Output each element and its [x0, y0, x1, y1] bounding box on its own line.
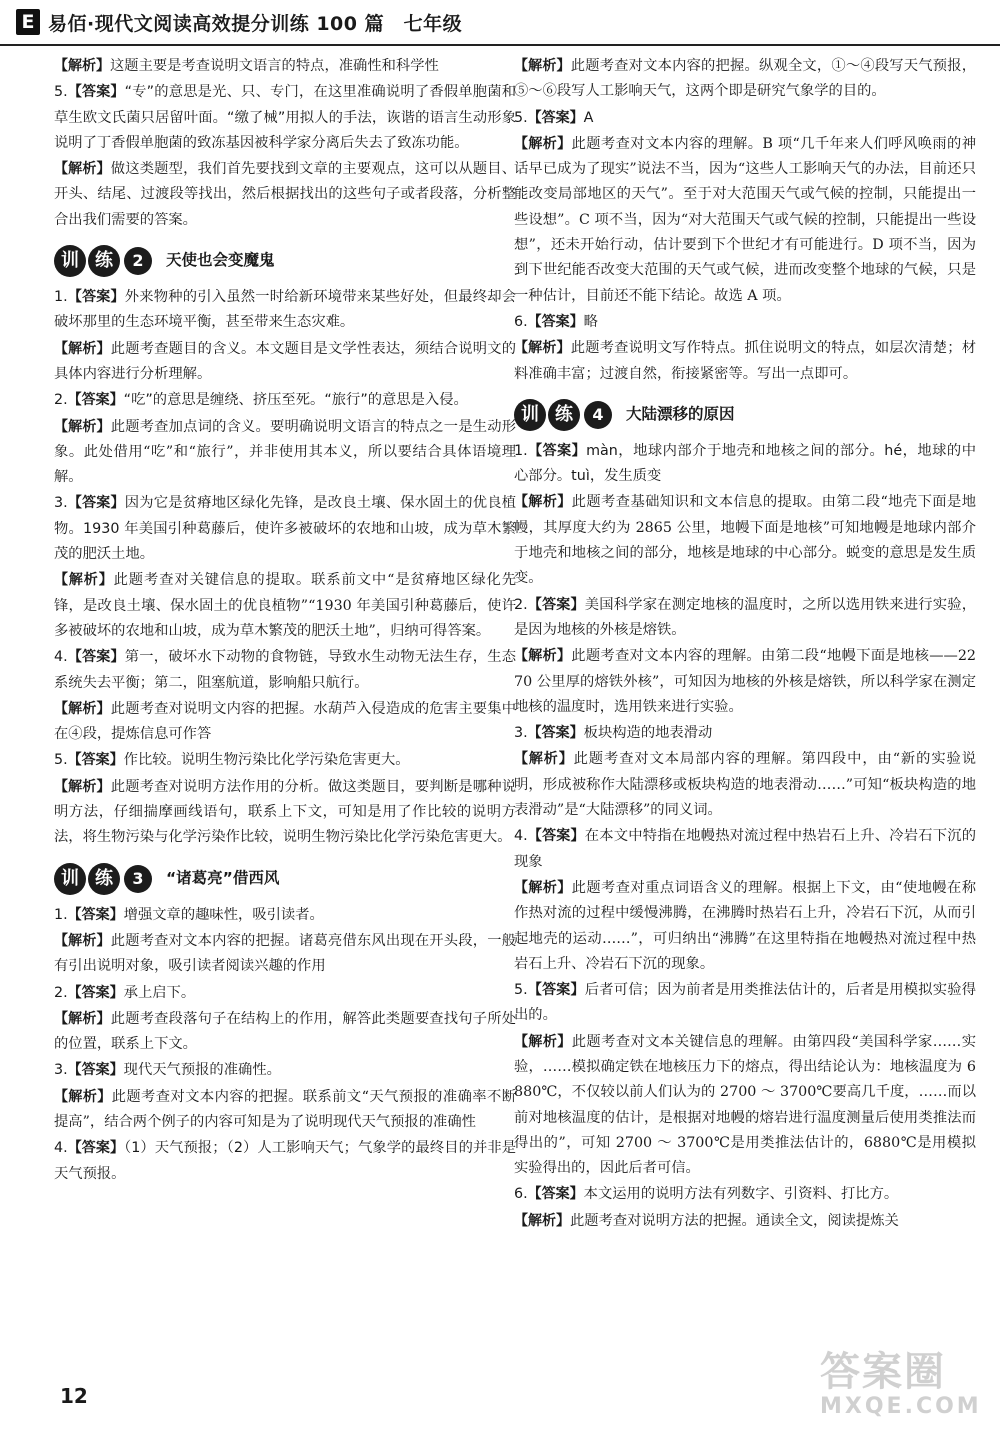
- answer-text: 后者可信；因为前者是用类推法估计的，后者是用模拟实验得出的。: [514, 982, 977, 1024]
- answer-text: A: [583, 109, 594, 126]
- analysis-paragraph: [54, 415, 516, 491]
- analysis-label: 【解析】: [514, 135, 572, 152]
- answer-paragraph: [514, 106, 976, 131]
- question-number: 2.: [54, 392, 68, 409]
- analysis-label: 【解析】: [514, 1033, 572, 1050]
- answer-paragraph: [54, 981, 516, 1006]
- answer-paragraph: [54, 80, 516, 156]
- answer-label: 【答案】: [67, 984, 124, 1001]
- answer-label: 【答案】: [67, 84, 125, 101]
- page-header: [0, 0, 1000, 46]
- answer-label: 【答案】: [527, 828, 585, 845]
- answer-paragraph: [54, 645, 516, 696]
- answer-label: 【答案】: [67, 906, 124, 923]
- analysis-paragraph: [54, 1085, 516, 1136]
- answer-label: 【答案】: [67, 1062, 124, 1079]
- book-title: 易佰·现代文阅读高效提分训练 100 篇 七年级: [48, 12, 463, 35]
- analysis-paragraph: [54, 1007, 516, 1058]
- answer-text: 第一，破坏水下动物的食物链，导致水生动物无法生存，生态系统失去平衡；第二，阻塞航道，影响船只航行。: [54, 649, 517, 691]
- question-number: 4.: [514, 828, 528, 845]
- answer-text: 承上启下。: [123, 984, 196, 1001]
- analysis-label: 【解析】: [514, 879, 572, 896]
- answer-paragraph: [514, 593, 976, 644]
- analysis-text: 此题考查对关键信息的提取。联系前文中“是贫瘠地区绿化先锋，是改良土壤、保水固土的优良植物”“1930 年美国引种葛藤后，使许多被破坏的农地和山坡，成为草木繁茂的肥沃土地”，归纳可得答案。: [54, 572, 517, 639]
- question-number: 1.: [54, 906, 68, 923]
- answer-label: 【答案】: [527, 442, 587, 459]
- analysis-paragraph: [54, 929, 516, 980]
- analysis-paragraph: [54, 54, 516, 79]
- answer-paragraph: [514, 310, 976, 335]
- analysis-label: 【解析】: [54, 932, 111, 949]
- answer-text: 增强文章的趣味性，吸引读者。: [123, 906, 324, 923]
- answer-label: 【答案】: [67, 752, 124, 769]
- analysis-label: 【解析】: [54, 161, 111, 178]
- analysis-label: 【解析】: [514, 751, 574, 768]
- analysis-text: 此题考查对文本内容的理解。由第二段“地幔下面是地核——2270 公里厚的熔铁外核”，可知因为地核的外核是熔铁，所以科学家在测定地核的温度时，选用铁来进行实验。: [514, 648, 977, 715]
- analysis-text: 此题考查对说明方法的把握。通读全文，阅读提炼关: [570, 1212, 899, 1229]
- answer-text: 略: [583, 313, 598, 330]
- answer-paragraph: [514, 978, 976, 1029]
- answer-paragraph: [54, 1136, 516, 1187]
- answer-label: 【答案】: [67, 289, 125, 306]
- question-number: 6.: [514, 313, 528, 330]
- analysis-label: 【解析】: [54, 1010, 111, 1027]
- answer-paragraph: [54, 388, 516, 413]
- answer-text: màn，地球内部介于地壳和地核之间的部分。hé，地球的中心部分。tuì，发生质变: [514, 442, 977, 485]
- answer-label: 【答案】: [67, 495, 125, 512]
- analysis-paragraph: [54, 568, 516, 644]
- analysis-text: 此题考查题目的含义。本文题目是文学性表达，须结合说明文的具体内容进行分析理解。: [54, 340, 516, 382]
- answer-label: 【答案】: [527, 109, 584, 126]
- analysis-label: 【解析】: [54, 1088, 112, 1105]
- question-number: 2.: [54, 984, 68, 1001]
- page-number: 12: [60, 1384, 88, 1408]
- question-number: 6.: [514, 1186, 528, 1203]
- analysis-text: 此题考查段落句子在结构上的作用，解答此类题要查找句子所处的位置，联系上下文。: [54, 1010, 516, 1053]
- analysis-text: 这题主要是考查说明文语言的特点，准确性和科学性: [110, 58, 439, 74]
- analysis-paragraph: [514, 54, 976, 105]
- analysis-text: 此题考查对文本关键信息的理解。由第四段“美国科学家……实验，……模拟确定铁在地核压力下的熔点，得出结论认为：地核温度为 6880℃，不仅较以前人们认为的 2700 ～ 3700℃要高几千度，……而以前对地核温度的估计，是根据对地幔的熔岩进行温度测量后使用类推法而得出的”，可知 2700 ～ 3700℃是用类推法估计的，6880℃是用模拟实验得出的，因此后者可信。: [514, 1033, 977, 1177]
- analysis-paragraph: [514, 490, 976, 591]
- answer-label: 【答案】: [67, 649, 125, 666]
- answer-label: 【答案】: [527, 596, 585, 613]
- analysis-label: 【解析】: [54, 58, 110, 74]
- analysis-label: 【解析】: [54, 572, 114, 589]
- section-title: 大陆漂移的原因: [626, 405, 735, 424]
- analysis-label: 【解析】: [514, 1212, 570, 1229]
- answer-label: 【答案】: [67, 1140, 125, 1157]
- analysis-label: 【解析】: [54, 700, 111, 717]
- section-badge-lian: 练: [548, 399, 580, 431]
- analysis-text: 此题考查说明文写作特点。抓住说明文的特点，如层次清楚；材料准确丰富；过渡自然，衔接紧密等。写出一点即可。: [514, 340, 976, 382]
- analysis-label: 【解析】: [54, 418, 111, 435]
- analysis-paragraph: [514, 876, 976, 977]
- answer-text: “吃”的意思是缠绕、挤压至死。“旅行”的意思是入侵。: [123, 392, 468, 409]
- question-number: 2.: [514, 596, 528, 613]
- analysis-paragraph: [514, 336, 976, 387]
- analysis-text: 此题考查对重点词语含义的理解。根据上下文，由“使地幔在称作热对流的过程中缓慢沸腾，在沸腾时热岩石上升，冷岩石下沉，从而引起地壳的运动……”，可归纳出“沸腾”在这里特指在地幔热对流过程中热岩石上升、冷岩石下沉的现象。: [514, 879, 976, 972]
- answer-paragraph: [514, 439, 976, 490]
- answer-paragraph: [514, 1182, 976, 1207]
- question-number: 5.: [54, 84, 68, 101]
- answer-label: 【答案】: [527, 725, 584, 742]
- analysis-paragraph: [514, 1030, 976, 1182]
- answer-label: 【答案】: [527, 1186, 584, 1203]
- answer-paragraph: [54, 903, 516, 928]
- analysis-paragraph: [54, 157, 516, 233]
- section-badge-xun: 训: [514, 399, 546, 431]
- analysis-paragraph: [54, 697, 516, 748]
- analysis-text: 做这类题型，我们首先要找到文章的主要观点，这可以从题目、开头、结尾、过渡段等找出，然后根据找出的这些句子或者段落，分析整合出我们需要的答案。: [54, 161, 516, 228]
- answer-label: 【答案】: [527, 313, 584, 330]
- question-number: 4.: [54, 1140, 68, 1157]
- analysis-paragraph: [514, 644, 976, 720]
- analysis-paragraph: [54, 775, 516, 851]
- answer-text: 因为它是贫瘠地区绿化先锋，是改良土壤、保水固土的优良植物。1930 年美国引种葛藤后，使许多被破坏的农地和山坡，成为草木繁茂的肥沃土地。: [54, 495, 517, 563]
- watermark: [820, 1350, 990, 1430]
- question-number: 3.: [514, 725, 528, 742]
- analysis-paragraph: [514, 132, 976, 309]
- question-number: 5.: [54, 752, 68, 769]
- section-title: “诸葛亮”借西风: [166, 868, 280, 887]
- section-badge-lian: 练: [88, 245, 120, 277]
- analysis-text: 此题考查基础知识和文本信息的提取。由第二段“地壳下面是地幔，其厚度大约为 2865 公里，地幔下面是地核”可知地幔是地球内部介于地壳和地核之间的部分，地核是地球的中心部分。蜕变的意思是发生质变。: [514, 494, 976, 587]
- section-badge-lian: 练: [88, 863, 120, 895]
- watermark-site: MXQE.COM: [820, 1394, 982, 1419]
- question-number: 1.: [514, 442, 528, 459]
- answer-text: 外来物种的引入虽然一时给新环境带来某些好处，但最终却会破坏那里的生态环境平衡，甚至带来生态灾难。: [54, 289, 517, 331]
- section-badge-xun: 训: [54, 245, 86, 277]
- answer-paragraph: [54, 748, 516, 773]
- analysis-paragraph: [514, 1209, 976, 1234]
- analysis-text: 此题考查对文本内容的把握。诸葛亮借东风出现在开头段，一般有引出说明对象，吸引读者阅读兴趣的作用: [54, 932, 516, 975]
- analysis-text: 此题考查对说明文内容的把握。水葫芦入侵造成的危害主要集中在④段，提炼信息可作答: [54, 700, 516, 743]
- question-number: 5.: [514, 982, 528, 999]
- answer-text: 在本文中特指在地幔热对流过程中热岩石上升、冷岩石下沉的现象: [514, 828, 977, 870]
- question-number: 1.: [54, 289, 68, 306]
- question-number: 5.: [514, 109, 528, 126]
- answer-text: 作比较。说明生物污染比化学污染危害更大。: [123, 752, 410, 769]
- answer-label: 【答案】: [67, 392, 124, 409]
- analysis-label: 【解析】: [514, 58, 571, 74]
- analysis-label: 【解析】: [514, 340, 571, 357]
- answer-text: （1）天气预报；（2）人工影响天气；气象学的最终目的并非是天气预报。: [54, 1140, 517, 1182]
- analysis-label: 【解析】: [54, 778, 111, 795]
- analysis-text: 此题考查对文本内容的把握。联系前文“天气预报的准确率不断提高”，结合两个例子的内容可知是为了说明现代天气预报的准确性: [54, 1088, 516, 1130]
- analysis-paragraph: [54, 337, 516, 388]
- analysis-text: 此题考查加点词的含义。要明确说明文语言的特点之一是生动形象。此处借用“吃”和“旅行”，并非使用其本义，所以要结合具体语境理解。: [54, 418, 516, 486]
- question-number: 3.: [54, 1062, 68, 1079]
- training-section-header: [54, 245, 516, 277]
- book-logo-icon: E: [16, 9, 40, 35]
- answer-paragraph: [54, 1058, 516, 1083]
- question-number: 4.: [54, 649, 68, 666]
- analysis-text: 此题考查对文本内容的理解。B 项“几千年来人们呼风唤雨的神话早已成为了现实”说法不当，因为“这些人工影响天气的办法，目前还只能改变局部地区的天气”。至于对大范围天气或气候的控制，只能提出一些设想”。C 项不当，因为“对大范围天气或气候的控制，只能提出一些设想”，还未开始行动，估计要到下个世纪才有可能进行。D 项不当，因为到下世纪能否改变大范围的天气或气候，进而改变整个地球的气候，只是一种估计，目前还不能下结论。故选 A 项。: [514, 135, 977, 304]
- answer-text: “专”的意思是光、只、专门，在这里准确说明了香假单胞菌和草生欧文氏菌只居留叶面。“缴了械”用拟人的手法，诙谐的语言生动形象说明了丁香假单胞菌的致冻基因被科学家分离后失去了致冻功能。: [54, 84, 517, 151]
- section-badge-xun: 训: [54, 863, 86, 895]
- answer-text: 现代天气预报的准确性。: [123, 1062, 281, 1079]
- answer-paragraph: [54, 285, 516, 336]
- left-column: [54, 54, 516, 1188]
- analysis-text: 此题考查对说明方法作用的分析。做这类题目，要判断是哪种说明方法，仔细揣摩画线语句，联系上下文，可知是用了作比较的说明方法，将生物污染与化学污染作比较，说明生物污染比化学污染危害更大。: [54, 778, 516, 846]
- analysis-paragraph: [514, 747, 976, 823]
- section-number-badge: 2: [124, 247, 152, 275]
- analysis-text: 此题考查对文本内容的把握。纵观全文，①～④段写天气预报，⑤～⑥段写人工影响天气，这两个即是研究气象学的目的。: [514, 58, 976, 100]
- right-column: [514, 54, 976, 1235]
- section-number-badge: 4: [584, 401, 612, 429]
- section-number-badge: 3: [124, 865, 152, 893]
- analysis-text: 此题考查对文本局部内容的理解。第四段中，由“新的实验说明，形成被称作大陆漂移或板块构造的地表滑动……”可知“板块构造的地表滑动”是“大陆漂移”的同义词。: [514, 751, 977, 819]
- question-number: 3.: [54, 495, 68, 512]
- analysis-label: 【解析】: [514, 648, 572, 665]
- answer-text: 本文运用的说明方法有列数字、引资料、打比方。: [583, 1186, 899, 1203]
- section-title: 天使也会变魔鬼: [166, 251, 275, 270]
- answer-text: 板块构造的地表滑动: [583, 725, 713, 742]
- answer-paragraph: [514, 824, 976, 875]
- answer-text: 美国科学家在测定地核的温度时，之所以选用铁来进行实验，是因为地核的外核是熔铁。: [514, 596, 977, 638]
- answer-paragraph: [514, 721, 976, 746]
- answer-label: 【答案】: [527, 982, 585, 999]
- training-section-header: [514, 399, 976, 431]
- analysis-label: 【解析】: [514, 494, 572, 511]
- answer-paragraph: [54, 491, 516, 567]
- training-section-header: [54, 863, 516, 895]
- watermark-logo-text: 答案圈: [820, 1349, 946, 1395]
- analysis-label: 【解析】: [54, 340, 111, 357]
